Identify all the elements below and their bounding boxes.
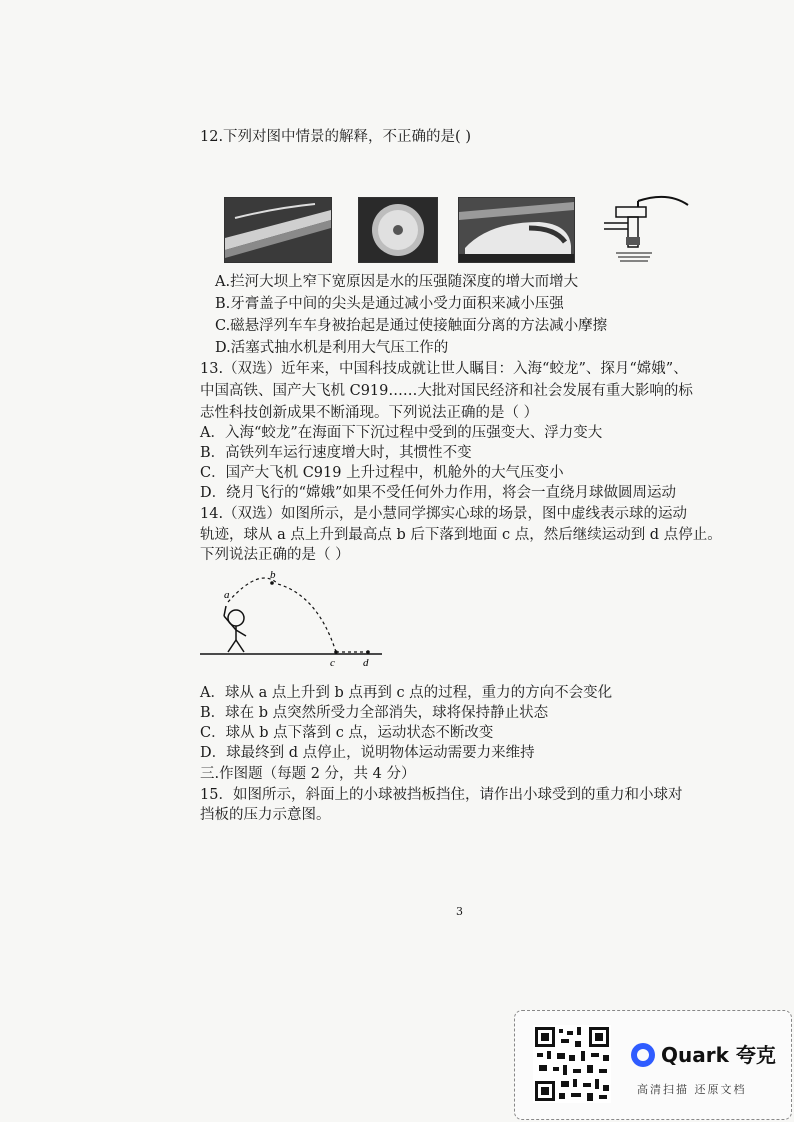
q15-stem-line1: 15．如图所示，斜面上的小球被挡板挡住，请作出小球受到的重力和小球对 xyxy=(200,787,683,803)
q14-option-d: D．球最终到 d 点停止，说明物体运动需要力来维持 xyxy=(200,745,535,761)
fig-label-a: a xyxy=(224,589,230,601)
q14-stem-line1: 14.（双选）如图所示，是小慧同学掷实心球的场景，图中虚线表示球的运动 xyxy=(200,506,688,522)
q14-stem-line3: 下列说法正确的是（ ） xyxy=(200,547,350,563)
q14-option-a: A．球从 a 点上升到 b 点再到 c 点的过程，重力的方向不会变化 xyxy=(200,685,613,701)
quark-slogan: 高清扫描 还原文档 xyxy=(637,1083,747,1096)
q12-option-b: B.牙膏盖子中间的尖头是通过减小受力面积来减小压强 xyxy=(215,296,564,312)
q12-option-d: D.活塞式抽水机是利用大气压工作的 xyxy=(215,340,449,356)
q13-stem-line1: 13.（双选）近年来，中国科技成就让世人瞩目：入海“蛟龙”、探月“嫦娥”、 xyxy=(200,361,688,377)
q14-option-c: C．球从 b 点下落到 c 点，运动状态不断改变 xyxy=(200,725,494,741)
page-number: 3 xyxy=(456,905,463,918)
piston-pump-diagram xyxy=(598,193,694,265)
q14-stem-line2: 轨迹，球从 a 点上升到最高点 b 后下落到地面 c 点，然后继续运动到 d 点停止。 xyxy=(200,527,722,543)
q12-stem: 12.下列对图中情景的解释，不正确的是( ) xyxy=(200,129,471,145)
q13-option-b: B．高铁列车运行速度增大时，其惯性不变 xyxy=(200,445,472,461)
quark-logo xyxy=(631,1043,781,1071)
quark-brand-name: Quark 夸克 xyxy=(661,1043,776,1067)
quark-logo-icon xyxy=(631,1043,655,1067)
q13-stem-line3: 志性科技创新成果不断涌现。下列说法正确的是（ ） xyxy=(200,405,539,421)
q13-stem-line2: 中国高铁、国产大飞机 C919……大批对国民经济和社会发展有重大影响的标 xyxy=(200,383,693,399)
toothpaste-cap-photo xyxy=(358,197,438,263)
fig-label-b: b xyxy=(270,569,276,581)
fig-label-d: d xyxy=(363,657,369,669)
section-3-heading: 三.作图题（每题 2 分，共 4 分） xyxy=(200,766,416,782)
ball-throw-figure xyxy=(200,566,390,670)
q13-option-a: A．入海“蛟龙”在海面下下沉过程中受到的压强变大、浮力变大 xyxy=(200,425,603,441)
qr-code-icon xyxy=(533,1025,611,1103)
q13-option-c: C．国产大飞机 C919 上升过程中，机舱外的大气压变小 xyxy=(200,465,564,481)
q13-option-d: D．绕月飞行的“嫦娥”如果不受任何外力作用，将会一直绕月球做圆周运动 xyxy=(200,485,676,501)
dam-photo xyxy=(224,197,332,263)
maglev-train-photo xyxy=(458,197,575,263)
q12-option-a: A.拦河大坝上窄下宽原因是水的压强随深度的增大而增大 xyxy=(215,274,579,290)
q12-option-c: C.磁悬浮列车车身被抬起是通过使接触面分离的方法减小摩擦 xyxy=(215,318,608,334)
q14-option-b: B．球在 b 点突然所受力全部消失，球将保持静止状态 xyxy=(200,705,549,721)
quark-watermark xyxy=(514,1010,792,1120)
q15-stem-line2: 挡板的压力示意图。 xyxy=(200,807,331,823)
fig-label-c: c xyxy=(330,657,335,669)
